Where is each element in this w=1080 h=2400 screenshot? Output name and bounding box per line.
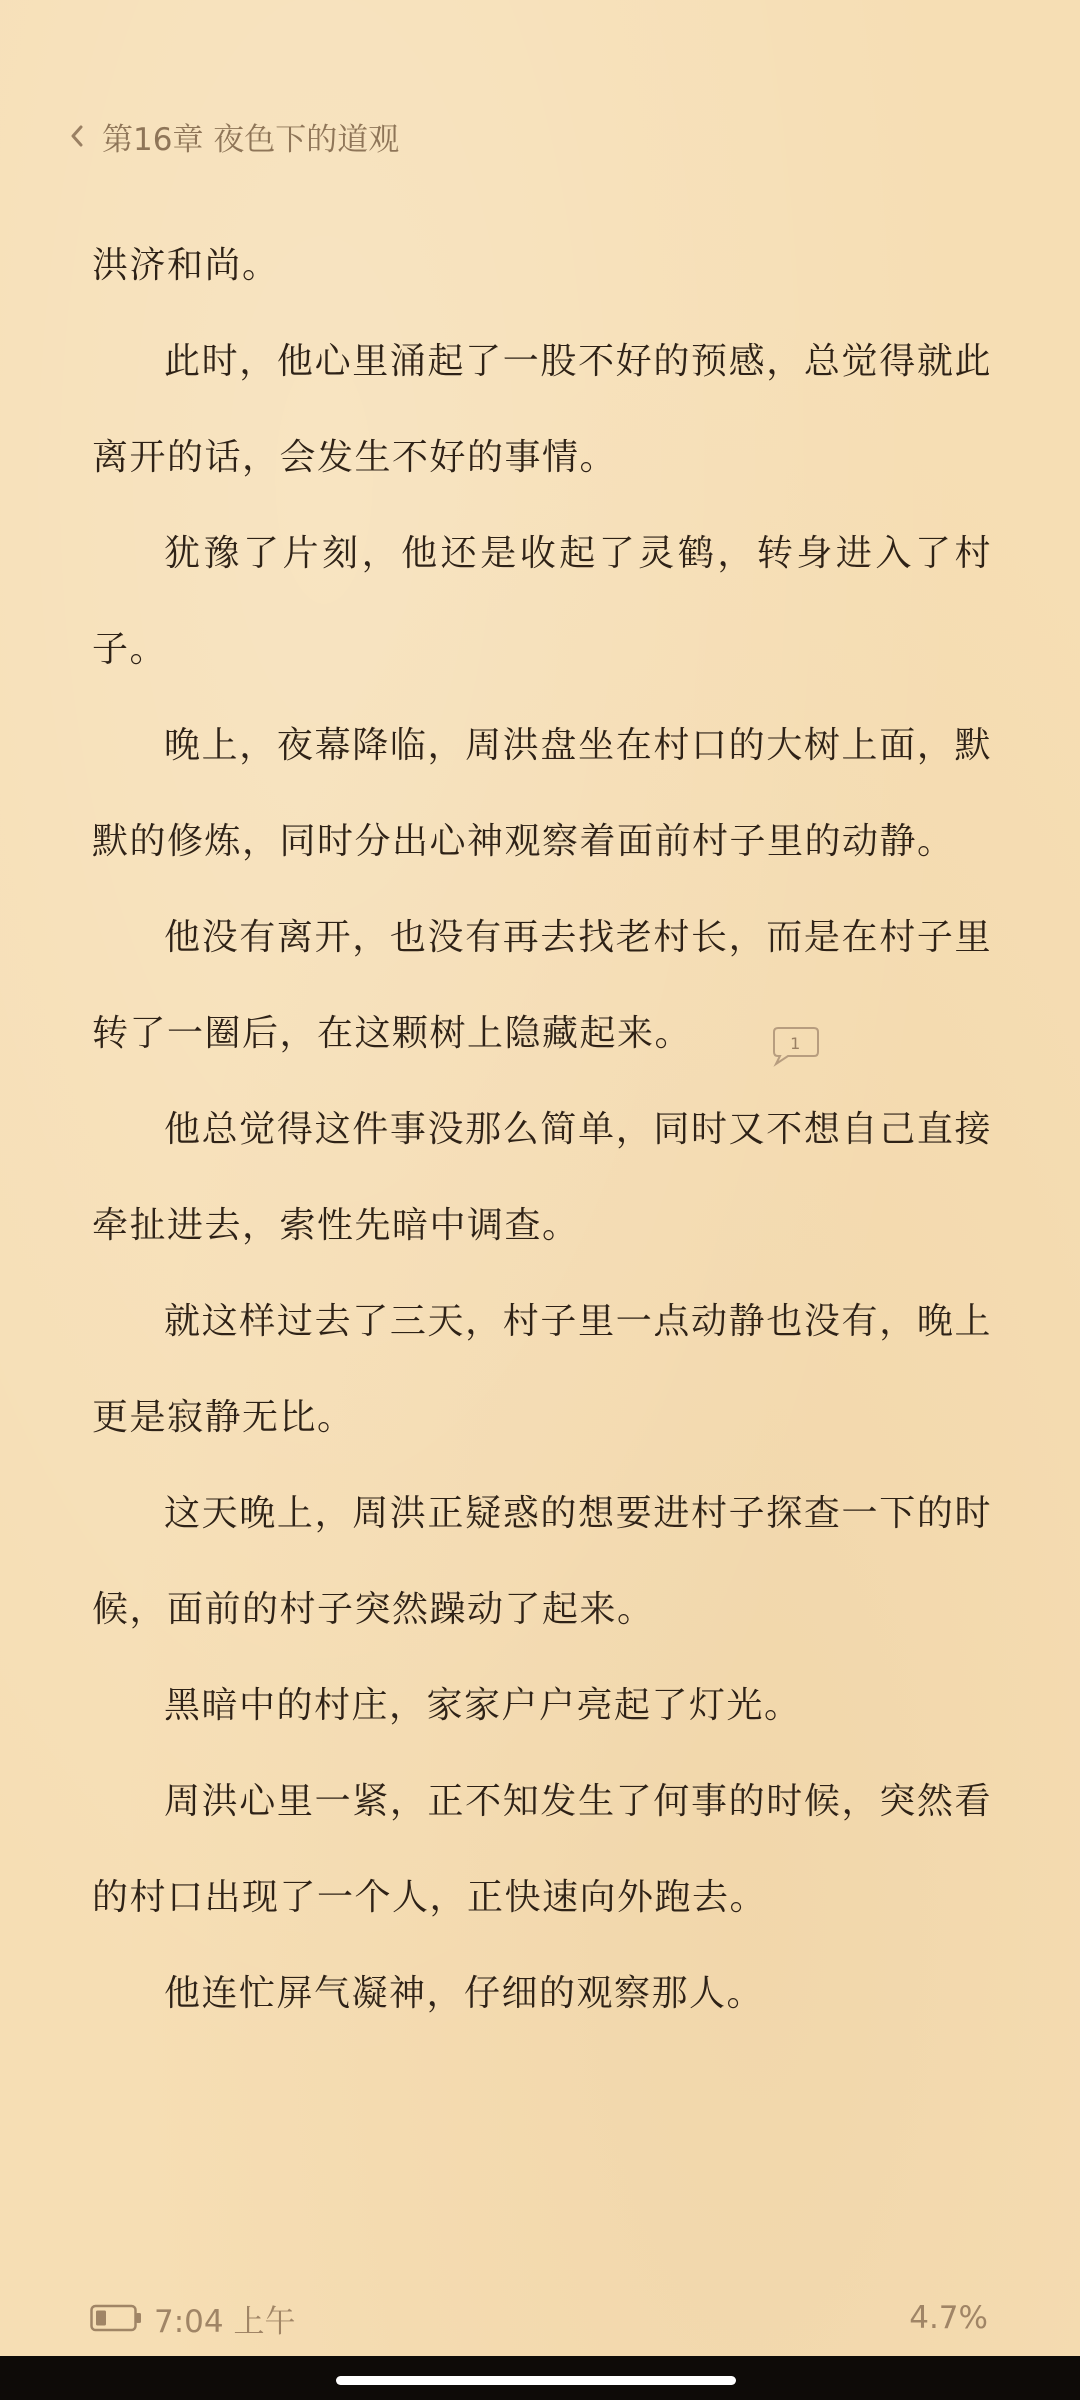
time-status [90,2296,295,2341]
reading-progress: 4.7% [909,2300,988,2336]
chapter-header[interactable] [66,114,399,158]
paragraph: 洪济和尚。 [92,245,280,286]
paragraph: 此时，他心里涌起了一股不好的预感，总觉得就此离开的话，会发生不好的事情。 [92,341,992,478]
paragraph: 晚上，夜幕降临，周洪盘坐在村口的大树上面，默默的修炼，同时分出心神观察着面前村子里的动静。 [92,725,992,862]
reading-content [92,218,992,2042]
paragraph: 这天晚上，周洪正疑惑的想要进村子探查一下的时候，面前的村子突然躁动了起来。 [92,1493,992,1630]
chapter-title: 第16章 夜色下的道观 [102,121,400,158]
note-count: 1 [790,1034,802,1053]
paragraph: 犹豫了片刻，他还是收起了灵鹤，转身进入了村子。 [92,533,992,670]
paragraph: 他总觉得这件事没那么简单，同时又不想自己直接牵扯进去，索性先暗中调查。 [92,1109,992,1246]
paragraph: 他连忙屏气凝神，仔细的观察那人。 [164,1973,765,2014]
home-indicator[interactable] [336,2376,736,2385]
paragraph: 他没有离开，也没有再去找老村长，而是在村子里转了一圈后，在这颗树上隐藏起来。 1 [92,890,992,1082]
paragraph: 就这样过去了三天，村子里一点动静也没有，晚上更是寂静无比。 [92,1301,992,1438]
battery-icon [90,2303,142,2333]
paragraph: 黑暗中的村庄，家家户户亮起了灯光。 [164,1685,802,1726]
status-footer [90,2294,988,2342]
clock-time: 7:04 上午 [154,2303,296,2340]
paragraph: 周洪心里一紧，正不知发生了何事的时候，突然看的村口出现了一个人，正快速向外跑去。 [92,1781,992,1918]
comment-bubble-icon[interactable] [698,1009,802,1053]
chevron-left-icon[interactable] [66,121,88,151]
